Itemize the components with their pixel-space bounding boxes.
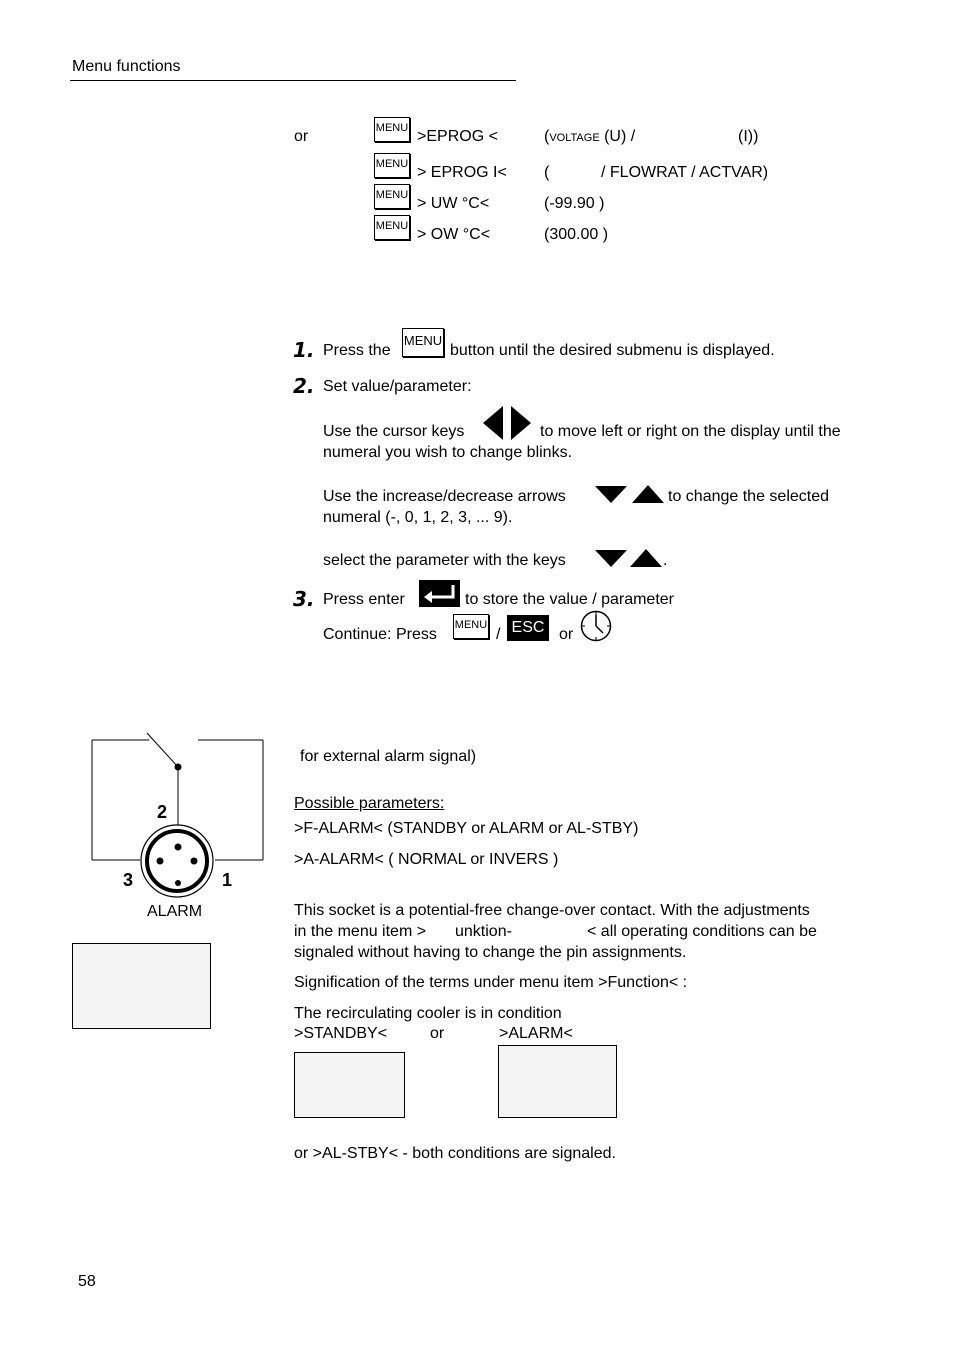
menu-row-uw-value: (-99.90 ) — [544, 195, 605, 212]
select-param-text: select the parameter with the keys — [323, 552, 566, 569]
step-1-text-before: Press the — [323, 342, 391, 359]
possible-parameters-heading: Possible parameters: — [294, 795, 445, 812]
up-down-arrows-icon — [595, 484, 665, 504]
step-2-number: 2. — [293, 374, 315, 398]
continue-text: Continue: Press — [323, 626, 437, 643]
menu-key-icon: MENU — [374, 215, 410, 240]
signification-text: Signification of the terms under menu item >Function< : — [294, 974, 688, 991]
arrows-text-after: to change the selected — [668, 488, 830, 505]
menu-key-icon: MENU — [374, 184, 410, 209]
enter-key-icon — [419, 580, 461, 608]
menu-row-eprog-i-open: ( — [544, 164, 550, 181]
menu-row-eprog-value-end: (I)) — [738, 128, 759, 145]
menu-row-uw-label: > UW °C< — [417, 195, 490, 212]
image-placeholder — [72, 943, 211, 1029]
step-1-number: 1. — [293, 338, 315, 362]
or-label: or — [430, 1025, 445, 1042]
step-1-text-after: button until the desired submenu is displayed. — [450, 342, 775, 359]
menu-key-icon: MENU — [374, 117, 410, 142]
socket-description-line2c: < all operating conditions can be — [587, 923, 817, 940]
menu-key-icon: MENU — [374, 153, 410, 178]
image-placeholder — [294, 1052, 405, 1118]
continue-slash: / — [496, 626, 501, 643]
step-3-text-before: Press enter — [323, 591, 405, 608]
connector-pin-3-label: 3 — [123, 870, 134, 890]
ext-alarm-signal-text: for external alarm signal) — [300, 748, 477, 765]
cursor-keys-text-after: to move left or right on the display until the — [540, 423, 841, 440]
menu-key-icon: MENU — [402, 328, 444, 357]
or-prefix: or — [294, 128, 309, 145]
clock-icon — [580, 610, 612, 642]
alarm-connector-diagram — [90, 730, 270, 900]
continue-or: or — [559, 626, 574, 643]
menu-row-eprog-i-value: / FLOWRAT / ACTVAR) — [601, 164, 769, 181]
alarm-label: >ALARM< — [499, 1025, 573, 1042]
cursor-keys-text: Use the cursor keys — [323, 423, 465, 440]
connector-label: ALARM — [147, 903, 203, 920]
recirculating-cooler-text: The recirculating cooler is in condition — [294, 1005, 562, 1022]
connector-pin-1-label: 1 — [222, 870, 233, 890]
up-down-arrows-icon — [595, 548, 668, 569]
menu-row-eprog-i-label: > EPROG I< — [417, 164, 507, 181]
menu-row-eprog-value: (VOLTAGE (U) / — [544, 128, 636, 145]
standby-label: >STANDBY< — [294, 1025, 388, 1042]
esc-key-icon: ESC — [507, 615, 549, 641]
menu-row-eprog-label: >EPROG < — [417, 128, 498, 145]
f-alarm-parameter: >F-ALARM< (STANDBY or ALARM or AL-STBY) — [294, 820, 639, 837]
socket-description-line2a: in the menu item > — [294, 923, 427, 940]
arrows-text: Use the increase/decrease arrows — [323, 488, 566, 505]
connector-pin-2-label: 2 — [157, 802, 168, 822]
header-rule — [70, 80, 516, 81]
image-placeholder — [498, 1045, 617, 1118]
arrows-text-line2: numeral (-, 0, 1, 2, 3, ... 9). — [323, 509, 513, 526]
step-2-title: Set value/parameter: — [323, 378, 472, 395]
al-stby-text: or >AL-STBY< - both conditions are signaled. — [294, 1145, 616, 1162]
menu-key-icon: MENU — [453, 614, 489, 639]
page-number: 58 — [78, 1273, 96, 1290]
socket-description-line1: This socket is a potential-free change-over contact. With the adjustments — [294, 902, 810, 919]
step-3-text-after: to store the value / parameter — [465, 591, 674, 608]
page-header-title: Menu functions — [72, 58, 181, 75]
a-alarm-parameter: >A-ALARM< ( NORMAL or INVERS ) — [294, 851, 559, 868]
socket-description-line2b: unktion- — [455, 923, 512, 940]
socket-description-line3: signaled without having to change the pin assignments. — [294, 944, 687, 961]
cursor-keys-text-line2: numeral you wish to change blinks. — [323, 444, 573, 461]
select-param-period: . — [663, 552, 668, 569]
menu-row-ow-label: > OW °C< — [417, 226, 491, 243]
menu-row-ow-value: (300.00 ) — [544, 226, 609, 243]
step-3-number: 3. — [293, 587, 315, 611]
cursor-left-right-icon — [483, 406, 533, 440]
